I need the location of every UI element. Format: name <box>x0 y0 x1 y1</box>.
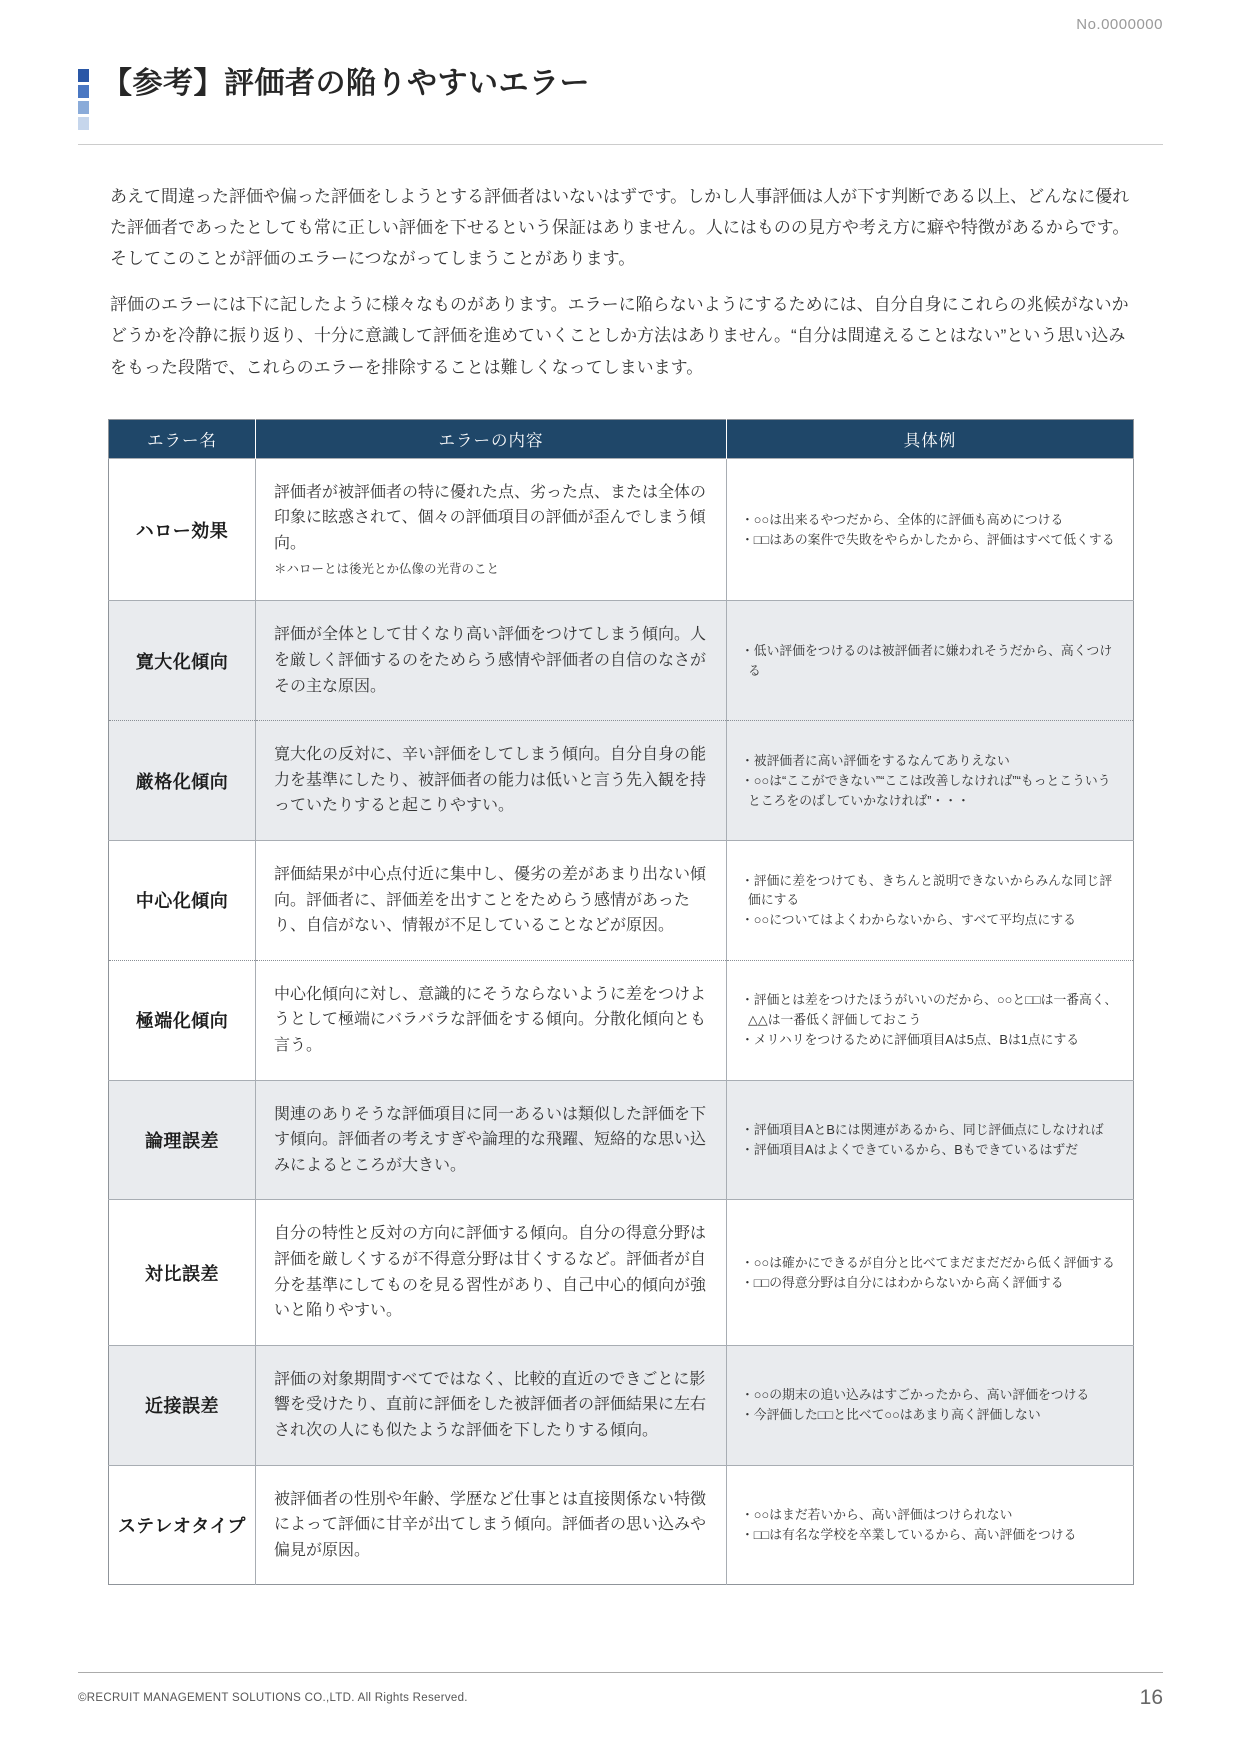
error-content-cell <box>256 458 727 601</box>
copyright-text: ©RECRUIT MANAGEMENT SOLUTIONS CO.,LTD. All Rights Reserved. <box>78 1692 468 1704</box>
error-table-body <box>109 458 1134 1585</box>
error-content-cell <box>256 721 727 841</box>
accent-square-icon <box>78 85 89 98</box>
example-item: ・評価に差をつけても、きちんと説明できないからみんな同じ評価にする <box>741 872 1113 908</box>
example-item: ・○○の期末の追い込みはすごかったから、高い評価をつける <box>741 1387 1090 1403</box>
accent-square-icon <box>78 69 89 82</box>
error-content-text: 中心化傾向に対し、意識的にそうならないように差をつけようとして極端にバラバラな評価をする傾向。分散化傾向とも言う。 <box>274 985 707 1054</box>
example-item: ・評価項目AとBには関連があるから、同じ評価点にしなければ <box>741 1122 1104 1138</box>
intro-text <box>110 181 1137 383</box>
example-item: ・○○は“ここができない”“ここは改善しなければ”“もっとこういうところをのばしていかなければ”・・・ <box>741 772 1111 808</box>
error-name-cell: 対比誤差 <box>145 1263 219 1284</box>
error-example-cell <box>727 458 1134 601</box>
error-content-text: 評価の対象期間すべてではなく、比較的直近のできごとに影響を受けたり、直前に評価をした被評価者の評価結果に左右され次の人にも似たような評価を下したりする傾向。 <box>274 1370 707 1439</box>
error-example-cell <box>727 1345 1134 1465</box>
accent-square-icon <box>78 117 89 130</box>
table-row <box>109 458 1134 601</box>
intro-paragraph: 評価のエラーには下に記したように様々なものがあります。エラーに陥らないようにするためには、自分自身にこれらの兆候がないかどうかを冷静に振り返り、十分に意識して評価を進めていくことしか方法はありません。“自分は間違えることはない”という思い込みをもった段階で、これらのエラーを排除することは難しくなってしまいます。 <box>110 295 1129 377</box>
accent-square-icon <box>78 101 89 114</box>
title-block <box>0 0 1241 130</box>
column-header-error-content: エラーの内容 <box>256 419 727 458</box>
error-name-cell: ハロー効果 <box>135 520 229 541</box>
error-name-cell: 近接誤差 <box>145 1396 219 1417</box>
error-content-cell <box>256 1345 727 1465</box>
error-example-cell <box>727 841 1134 961</box>
intro-paragraph: あえて間違った評価や偏った評価をしようとする評価者はいないはずです。しかし人事評価は人が下す判断である以上、どんなに優れた評価者であったとしても常に正しい評価を下せるという保証はありません。人にはものの見方や考え方に癖や特徴があるからです。そしてこのことが評価のエラーにつながってしまうことがあります。 <box>110 187 1130 269</box>
error-content-text: 自分の特性と反対の方向に評価する傾向。自分の得意分野は評価を厳しくするが不得意分野は甘くするなど。評価者が自分を基準にしてものを見る習性があり、自己中心的傾向が強いと陥りやすい。 <box>274 1225 707 1320</box>
table-row <box>109 1200 1134 1345</box>
error-name-cell: 極端化傾向 <box>135 1011 229 1032</box>
error-example-cell <box>727 721 1134 841</box>
error-content-text: 評価が全体として甘くなり高い評価をつけてしまう傾向。人を厳しく評価するのをためらう感情や評価者の自信のなさがその主な原因。 <box>274 626 707 695</box>
example-item: ・今評価した□□と比べて○○はあまり高く評価しない <box>741 1407 1041 1423</box>
error-content-cell <box>256 1080 727 1200</box>
error-name-cell: 中心化傾向 <box>135 891 229 912</box>
error-content-text: 被評価者の性別や年齢、学歴など仕事とは直接関係ない特徴によって評価に甘辛が出てしまう傾向。評価者の思い込みや偏見が原因。 <box>274 1490 707 1559</box>
error-content-cell <box>256 841 727 961</box>
example-item: ・□□は有名な学校を卒業しているから、高い評価をつける <box>741 1526 1077 1542</box>
table-row <box>109 1080 1134 1200</box>
example-item: ・□□の得意分野は自分にはわからないから高く評価する <box>741 1274 1064 1290</box>
error-content-text: 寛大化の反対に、辛い評価をしてしまう傾向。自分自身の能力を基準にしたり、被評価者の能力は低いと言う先入観を持っていたりすると起こりやすい。 <box>274 746 707 815</box>
example-item: ・低い評価をつけるのは被評価者に嫌われそうだから、高くつける <box>741 643 1113 678</box>
error-example-cell <box>727 960 1134 1080</box>
page-number: 16 <box>1139 1686 1163 1709</box>
doc-number: No.0000000 <box>1076 16 1163 33</box>
page-title: 【参考】評価者の陥りやすいエラー <box>102 67 590 100</box>
title-divider <box>78 144 1163 145</box>
error-content-cell <box>256 1465 727 1585</box>
column-header-error-name: エラー名 <box>109 419 256 458</box>
table-row <box>109 1465 1134 1585</box>
example-item: ・○○は出来るやつだから、全体的に評価も高めにつける <box>741 511 1064 527</box>
error-content-cell <box>256 601 727 721</box>
table-row <box>109 721 1134 841</box>
error-table <box>108 419 1134 1586</box>
column-header-example: 具体例 <box>727 419 1134 458</box>
example-item: ・○○についてはよくわからないから、すべて平均点にする <box>741 912 1076 928</box>
error-content-text: 評価結果が中心点付近に集中し、優劣の差があまり出ない傾向。評価者に、評価差を出すことをためらう感情があったり、自信がない、情報が不足していることなどが原因。 <box>274 866 707 935</box>
error-content-cell <box>256 1200 727 1345</box>
example-item: ・□□はあの案件で失敗をやらかしたから、評価はすべて低くする <box>741 531 1115 547</box>
footer <box>78 1686 1163 1710</box>
error-content-text: 評価者が被評価者の特に優れた点、劣った点、または全体の印象に眩惑されて、個々の評価項目の評価が歪んでしまう傾向。 <box>274 483 707 552</box>
example-item: ・被評価者に高い評価をするなんてありえない <box>741 752 1010 768</box>
error-example-cell <box>727 1465 1134 1585</box>
example-item: ・○○はまだ若いから、高い評価はつけられない <box>741 1507 1013 1523</box>
error-example-cell <box>727 1200 1134 1345</box>
error-name-cell: 論理誤差 <box>145 1130 219 1151</box>
table-row <box>109 841 1134 961</box>
example-item: ・評価項目Aはよくできているから、Bもできているはずだ <box>741 1141 1078 1157</box>
example-item: ・評価とは差をつけたほうがいいのだから、○○と□□は一番高く、△△は一番低く評価しておこう <box>741 992 1118 1028</box>
title-accent-squares-icon <box>78 69 89 130</box>
error-table-header <box>109 419 1134 458</box>
error-name-cell: 寛大化傾向 <box>135 651 229 672</box>
error-example-cell <box>727 1080 1134 1200</box>
table-row <box>109 960 1134 1080</box>
error-name-cell: ステレオタイプ <box>118 1515 246 1536</box>
error-content-text: 関連のありそうな評価項目に同一あるいは類似した評価を下す傾向。評価者の考えすぎや論理的な飛躍、短絡的な思い込みによるところが大きい。 <box>274 1105 707 1174</box>
table-row <box>109 601 1134 721</box>
example-item: ・○○は確かにできるが自分と比べてまだまだだから低く評価する <box>741 1254 1115 1270</box>
error-name-cell: 厳格化傾向 <box>135 771 229 792</box>
error-content-cell <box>256 960 727 1080</box>
error-example-cell <box>727 601 1134 721</box>
error-content-note: ＊ハローとは後光とか仏像の光背のこと <box>274 562 500 577</box>
table-row <box>109 1345 1134 1465</box>
footer-divider <box>78 1672 1163 1673</box>
example-item: ・メリハリをつけるために評価項目Aは5点、Bは1点にする <box>741 1032 1080 1048</box>
